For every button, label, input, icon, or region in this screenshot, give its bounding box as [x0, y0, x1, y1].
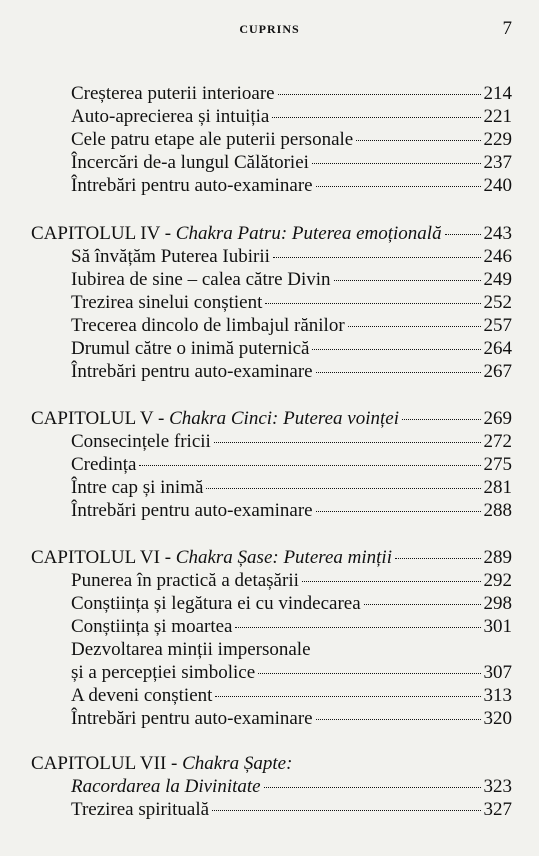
- toc-entry-page: 313: [483, 685, 512, 706]
- toc-entry: [71, 775, 512, 799]
- toc-entry-label: Întrebări pentru auto-examinare: [71, 361, 313, 382]
- toc-entry-page: 307: [483, 662, 512, 683]
- dot-leader: [445, 234, 481, 235]
- toc-entry-label: Între cap și inimă: [71, 477, 204, 498]
- toc-entry: [71, 291, 512, 315]
- chapter-page: 243: [483, 223, 512, 244]
- toc-entry-page: 323: [483, 776, 512, 797]
- dot-leader: [316, 186, 481, 187]
- toc-entry-label: Racordarea la Divinitate: [71, 776, 261, 797]
- dot-leader: [235, 627, 480, 628]
- toc-entry-label: Iubirea de sine – calea către Divin: [71, 269, 331, 290]
- dot-leader: [264, 787, 481, 788]
- dot-leader: [312, 349, 480, 350]
- toc-entry-label: Conștiința și legătura ei cu vindecarea: [71, 593, 361, 614]
- toc-entry: [71, 707, 512, 731]
- toc-entry: [71, 268, 512, 292]
- chapter-heading: CAPITOLUL VII - Chakra Șapte:: [31, 753, 293, 774]
- toc-entry: [71, 453, 512, 477]
- toc-entry-label: Credința: [71, 454, 137, 475]
- toc-entry: [71, 151, 512, 175]
- toc-entry-label: Întrebări pentru auto-examinare: [71, 708, 313, 729]
- toc-entry: [71, 569, 512, 593]
- toc-entry: [71, 128, 512, 152]
- chapter-heading-label: CAPITOLUL IV - Chakra Patru: Puterea emoțională: [31, 223, 442, 244]
- toc-entry-page: 301: [483, 616, 512, 637]
- chapter-page: 289: [483, 547, 512, 568]
- chapter-heading: [31, 222, 512, 246]
- toc-entry: [71, 314, 512, 338]
- chapter-heading: [31, 407, 512, 431]
- dot-leader: [273, 257, 481, 258]
- dot-leader: [334, 280, 481, 281]
- dot-leader: [316, 719, 481, 720]
- toc-entry: [71, 360, 512, 384]
- toc-entry: [71, 499, 512, 523]
- toc-entry-page: 264: [483, 338, 512, 359]
- chapter-heading-label: CAPITOLUL V - Chakra Cinci: Puterea voinței: [31, 408, 400, 429]
- toc-entry-label: Punerea în practică a detașării: [71, 570, 299, 591]
- toc-entry-label: Încercări de-a lungul Călătoriei: [71, 152, 309, 173]
- toc-entry-page: 320: [483, 708, 512, 729]
- chapter-heading: [31, 546, 512, 570]
- toc-entry-label: Trezirea spirituală: [71, 799, 210, 820]
- toc-entry-label: Conștiința și moartea: [71, 616, 233, 637]
- toc-entry: [71, 615, 512, 639]
- toc-entry-page: 252: [483, 292, 512, 313]
- dot-leader: [214, 442, 481, 443]
- toc-entry-page: 229: [483, 129, 512, 150]
- toc-entry-label: Creșterea puterii interioare: [71, 83, 275, 104]
- running-header: CUPRINS: [239, 22, 300, 36]
- dot-leader: [402, 419, 480, 420]
- chapter-heading-label: CAPITOLUL VI - Chakra Șase: Puterea minții: [31, 547, 392, 568]
- dot-leader: [212, 810, 480, 811]
- dot-leader: [364, 604, 481, 605]
- toc-entry-label: A deveni conștient: [71, 685, 213, 706]
- toc-entry-page: 246: [483, 246, 512, 267]
- dot-leader: [139, 465, 480, 466]
- toc-entry-page: 275: [483, 454, 512, 475]
- toc-entry-label: Consecințele fricii: [71, 431, 211, 452]
- page-number: 7: [502, 18, 512, 39]
- dot-leader: [312, 163, 481, 164]
- toc-entry-page: 214: [483, 83, 512, 104]
- toc-entry-label-line1: Dezvoltarea minții impersonale: [71, 639, 311, 660]
- toc-entry-page: 272: [483, 431, 512, 452]
- toc-entry: [71, 684, 512, 708]
- toc-entry: [71, 105, 512, 129]
- toc-entry-label-line2: și a percepției simbolice: [71, 662, 256, 683]
- toc-entry: [71, 245, 512, 269]
- dot-leader: [348, 326, 481, 327]
- toc-entry: [71, 592, 512, 616]
- toc-entry-label: Întrebări pentru auto-examinare: [71, 500, 313, 521]
- toc-entry-page: 292: [483, 570, 512, 591]
- toc-entry-page: 249: [483, 269, 512, 290]
- dot-leader: [395, 558, 481, 559]
- dot-leader: [302, 581, 481, 582]
- toc-entry-page: 281: [483, 477, 512, 498]
- toc-entry-page: 221: [483, 106, 512, 127]
- dot-leader: [316, 372, 481, 373]
- toc-entry: [71, 476, 512, 500]
- toc-entry-page: 298: [483, 593, 512, 614]
- toc-entry: [71, 661, 512, 685]
- dot-leader: [258, 673, 480, 674]
- toc-entry: [71, 337, 512, 361]
- toc-entry: [71, 798, 512, 822]
- dot-leader: [272, 117, 480, 118]
- toc-entry-label: Trecerea dincolo de limbajul rănilor: [71, 315, 345, 336]
- toc-entry-label: Drumul către o inimă puternică: [71, 338, 310, 359]
- toc-entry-label: Cele patru etape ale puterii personale: [71, 129, 354, 150]
- toc-entry: [71, 82, 512, 106]
- dot-leader: [278, 94, 481, 95]
- toc-entry: [71, 174, 512, 198]
- toc-entry-page: 267: [483, 361, 512, 382]
- dot-leader: [316, 511, 481, 512]
- dot-leader: [265, 303, 480, 304]
- dot-leader: [215, 696, 480, 697]
- toc-entry-page: 288: [483, 500, 512, 521]
- toc-entry: [71, 430, 512, 454]
- toc-entry-label: Întrebări pentru auto-examinare: [71, 175, 313, 196]
- dot-leader: [356, 140, 480, 141]
- dot-leader: [206, 488, 480, 489]
- toc-entry-page: 257: [483, 315, 512, 336]
- toc-entry-page: 327: [483, 799, 512, 820]
- toc-entry-label: Trezirea sinelui conștient: [71, 292, 263, 313]
- toc-entry-page: 237: [483, 152, 512, 173]
- toc-entry-label: Auto-aprecierea și intuiția: [71, 106, 270, 127]
- toc-entry-label: Să învățăm Puterea Iubirii: [71, 246, 270, 267]
- toc-entry-page: 240: [483, 175, 512, 196]
- chapter-page: 269: [483, 408, 512, 429]
